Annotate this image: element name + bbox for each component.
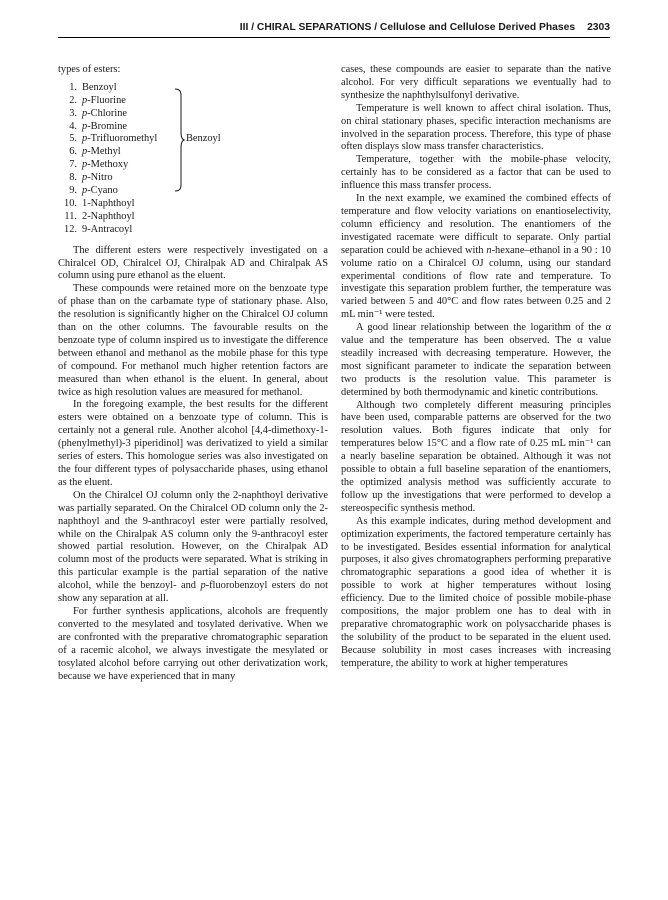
ester-item: 4. p-Bromine xyxy=(69,120,128,132)
ester-item: 9. p-Cyano xyxy=(69,185,118,197)
paragraph: These compounds were retained more on the benzoate type of phase than on the carbamate type of stationary phase. Also, the resolution is significantly higher on the Chiralcel OJ column than on the other columns. The favourable results on the benzoate type of column inspired us to investigate the difference between ethanol and methanol as the mobile phase for this type of compound. For methanol much higher retention factors are measured than when ethanol is the eluent. In general, about twice as high resolution values are measured for methanol. xyxy=(58,283,328,398)
paragraph: Although two completely different measuring principles have been used, comparable patterns are observed for the two resolution values. Both figures indicate that only for temperatures below 15°C and a flow rate of 0.25 mL min⁻¹ can a nearly baseline separation be obtained. Although it was not possible to obtain a full baseline separation of the enantiomers, the optimized analysis method was sufficiently accurate to follow up the investigations that were performed to develop a stereospecific synthesis method. xyxy=(341,399,611,514)
paragraph: Temperature, together with the mobile-phase velocity, certainly has to be considered as a factor that can be used to influence this mass transfer process. xyxy=(341,154,611,192)
paragraph: Temperature is well known to affect chiral isolation. Thus, on chiral stationary phases, specific interaction mechanisms are involved in the separation process. Therefore, this type of phase often displays slow mass transfer characteristics. xyxy=(341,102,611,153)
header-rule xyxy=(58,37,610,38)
ester-item: 12. 9-Antracoyl xyxy=(64,223,133,235)
ester-item: 8. p-Nitro xyxy=(69,172,113,184)
ester-item: 5. p-Trifluoromethyl xyxy=(69,133,158,145)
ester-item: 2. p-Fluorine xyxy=(69,94,126,106)
esters-intro: types of esters: xyxy=(58,64,121,75)
paragraph: For further synthesis applications, alcohols are frequently converted to the mesylated and tosylated derivative. When we are confronted with the preparative chromatographic separation of a racemic alcohol, we always investigate the mesylated or tosylated alcohol before carrying out other derivatization work, because we have experienced that in many xyxy=(58,605,328,682)
ester-list xyxy=(58,82,328,237)
right-column xyxy=(341,64,611,671)
running-title: III / CHIRAL SEPARATIONS / Cellulose and Cellulose Derived Phases xyxy=(239,22,576,33)
curly-brace-icon xyxy=(173,88,185,192)
paragraph: cases, these compounds are easier to separate than the native alcohol. For very difficult separations we eventually had to synthesize the naphthylsulfonyl derivative. xyxy=(341,64,611,101)
running-header xyxy=(58,20,610,36)
left-column xyxy=(58,64,328,683)
paragraph: On the Chiralcel OJ column only the 2-naphthoyl derivative was partially separated. On the Chiralcel OD column only the 2-naphthoyl and the 9-anthracoyl ester were partially resolved, while on the Chiralpak AS column only the 9-anthracoyl ester showed partial resolution. However, on the Chiralpak AD column most of the products were separated. What is striking in this particular example is the partial separation of the native alcohol, while the benzoyl- and p-fluorobenzoyl esters do not show any separation at all. xyxy=(58,489,328,605)
ester-item: 3. p-Chlorine xyxy=(69,107,128,119)
paragraph: In the foregoing example, the best results for the different esters were obtained on a benzoate type of column. This is certainly not a general rule. Another alcohol [4,4-dimethoxy-1-(phenylmethyl)-3 piperidinol] was derivatized to yield a similar series of esters. This homologue series was also investigated on the four different types of polysaccharide phases, using ethanol as the eluent. xyxy=(58,399,328,488)
ester-item: 11. 2-Naphthoyl xyxy=(64,210,135,222)
ester-item: 6. p-Methyl xyxy=(69,146,121,158)
paragraph: The different esters were respectively investigated on a Chiralcel OD, Chiralcel OJ, Chiralpak AD and Chiralpak AS column using pure ethanol as the eluent. xyxy=(58,244,328,282)
paragraph: A good linear relationship between the logarithm of the α value and the temperature has been observed. The α value steadily increased with decreasing temperature. However, the most significant parameter to indicate the separation between two products is the resolution value. This parameter is determined by both thermodynamic and kinetic contributions. xyxy=(341,322,611,398)
ester-item: 7. p-Methoxy xyxy=(69,159,129,171)
ester-item: 10. 1-Naphthoyl xyxy=(64,197,135,209)
paragraph: As this example indicates, during method development and optimization experiments, the factored temperature certainly has to be investigated. Besides essential information for analytical purposes, it also gives chromatographers performing preparative chromatographic separations a good idea of whether it is possible to work at higher temperatures without losing efficiency. Due to the limited choice of possible mobile-phase compositions, the major problem one has to deal with in preparative chromatographic work on polysaccharide phases is the solubility of the product to be separated in the eluent used. Because solubility in most cases increases with increasing temperature, the ability to work at higher temperatures xyxy=(341,515,611,669)
brace-label: Benzoyl xyxy=(186,132,221,144)
paragraph: In the next example, we examined the combined effects of temperature and flow velocity variations on enantioselectivity, column efficiency and resolution. The enantiomers of the investigated racemate were difficult to separate. Only partial separation could be achieved with n-hexane–ethanol in a 90 : 10 volume ratio on a Chiralcel OJ column, using our standard experimental conditions of flow rate and temperature. To investigate this separation problem further, the temperature was varied between 5 and 40°C and flow rates between 0.25 and 2 mL min⁻¹ were tested. xyxy=(341,193,612,321)
ester-item: 1. Benzoyl xyxy=(69,81,117,93)
page-number: 2303 xyxy=(587,22,610,33)
